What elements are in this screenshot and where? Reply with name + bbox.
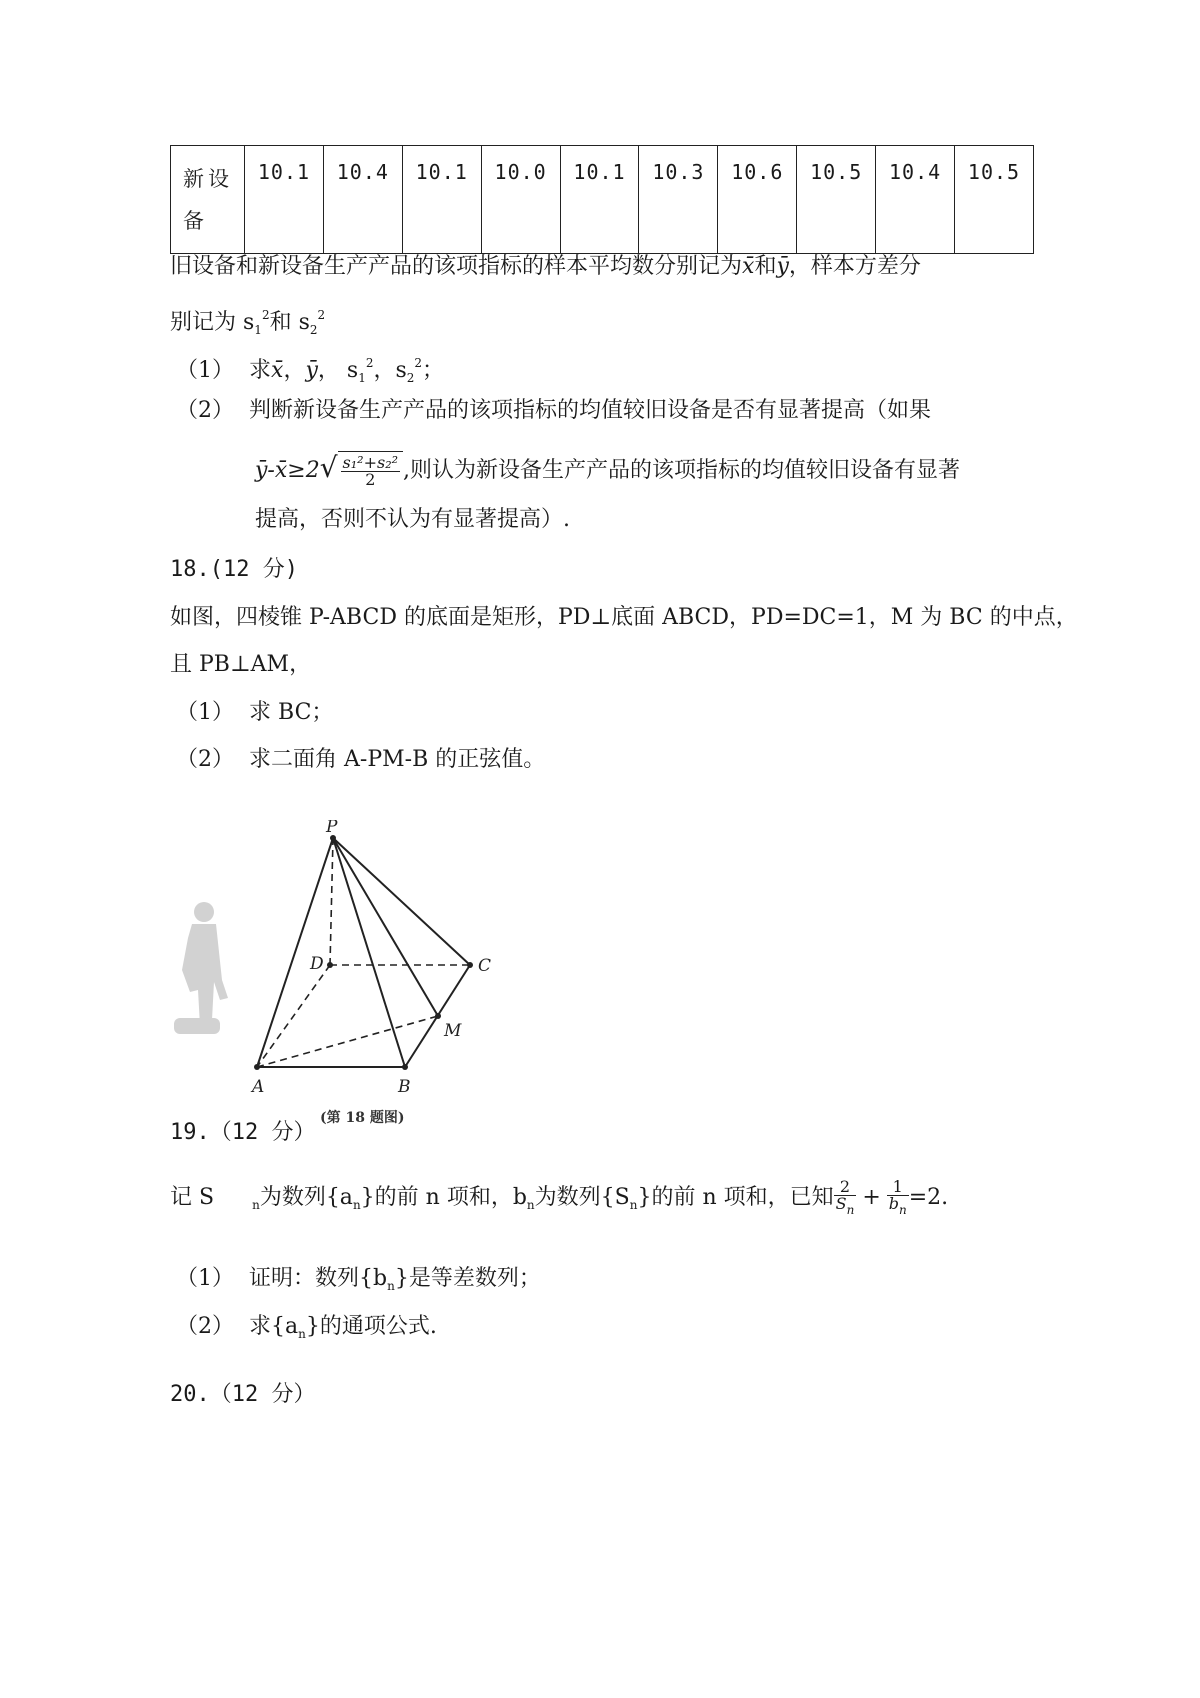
fraction-numerator: s₁²+s₂² [342, 453, 399, 472]
q17-part2-formula-line [255, 448, 960, 492]
edge-pa [257, 838, 333, 1067]
plus-sign: + [862, 1185, 881, 1210]
formula-left: ȳ-x̄≥2 [255, 458, 320, 483]
separator: ； [422, 358, 445, 383]
part-number: （1） [176, 1266, 234, 1291]
table-row [171, 146, 1034, 254]
superscript-2: 2 [261, 308, 270, 322]
fraction-numerator: 2 [834, 1179, 857, 1196]
subscript-2: 2 [406, 371, 415, 385]
subscript-n: n [352, 1198, 361, 1212]
pyramid-hidden-edges [257, 838, 470, 1067]
part-text: 提高，否则不认为有显著提高）. [255, 507, 570, 532]
q17-and-text: 和 [754, 254, 777, 279]
table-cell: 10.3 [639, 146, 718, 254]
vertex-m [435, 1013, 441, 1019]
table-cell: 10.5 [955, 146, 1034, 254]
part-text: 证明：数列{b [249, 1266, 388, 1291]
part-text: 求 BC； [249, 700, 334, 725]
pyramid-figure [170, 820, 510, 1130]
body-text: 为数列{S [534, 1185, 630, 1210]
label-a: A [252, 1077, 265, 1097]
table-cell: 10.6 [718, 146, 797, 254]
subscript-1: 1 [254, 323, 262, 337]
x-bar-symbol: x̄ [742, 254, 755, 279]
vertex-d [327, 962, 333, 968]
fraction [341, 455, 400, 488]
fraction-2-over-sn [834, 1176, 857, 1218]
label-b: B [398, 1077, 411, 1097]
body-text: =2. [908, 1185, 949, 1210]
edge-da [257, 965, 330, 1067]
table-cell: 10.4 [876, 146, 955, 254]
fraction-denominator [834, 1193, 857, 1218]
pyramid-solid-edges [257, 838, 470, 1067]
superscript-2: 2 [317, 308, 326, 322]
q18-body-line2: 且 PB⊥AM， [170, 652, 312, 677]
q17-part2-line3 [255, 505, 570, 535]
y-bar-symbol: ȳ [305, 358, 318, 383]
q19-body [170, 1178, 948, 1225]
separator: ，s [373, 358, 407, 383]
q19-header: 19.（12 分） [170, 1120, 316, 1145]
q18-header: 18.(12 分) [170, 557, 298, 582]
body-text: }的前 n 项和，b [360, 1185, 527, 1210]
superscript-2: 2 [365, 356, 374, 370]
separator: ， s [317, 358, 359, 383]
subscript-1: 1 [358, 371, 366, 385]
watermark-figure [174, 902, 228, 1034]
q17-intro-text-end: ，样本方差分 [788, 254, 921, 279]
q18-part2 [176, 745, 545, 775]
part-text: ,则认为新设备生产产品的该项指标的均值较旧设备有显著 [403, 458, 961, 483]
new-device-data-table [170, 145, 1034, 254]
edge-pd [330, 838, 333, 965]
q17-intro-text: 旧设备和新设备生产产品的该项指标的样本平均数分别记为 [170, 254, 743, 279]
table-cell: 10.1 [245, 146, 324, 254]
subscript-n: n [846, 1202, 855, 1217]
vertex-c [467, 962, 473, 968]
edge-pm [333, 838, 438, 1016]
q17-intro2-text: 别记为 s [170, 310, 255, 335]
vertex-a [254, 1064, 260, 1070]
pyramid-vertices [254, 835, 473, 1070]
y-bar-symbol: ȳ [776, 254, 789, 279]
part-text: }是等差数列； [394, 1266, 541, 1291]
label-d: D [310, 954, 324, 974]
table-cell: 10.5 [797, 146, 876, 254]
subscript-2: 2 [309, 323, 318, 337]
fraction-numerator: 1 [887, 1179, 909, 1196]
q17-intro-line1 [170, 252, 921, 282]
q17-part2 [176, 396, 931, 426]
part-number: （1） [176, 700, 234, 725]
part-text: 求 [249, 358, 272, 383]
q19-part2 [176, 1312, 437, 1349]
body-text: 记 S [170, 1185, 215, 1210]
subscript-n: n [526, 1198, 535, 1212]
part-text: }的通项公式. [305, 1314, 437, 1339]
subscript-n: n [298, 1327, 306, 1341]
vertex-b [402, 1064, 408, 1070]
subscript-n: n [899, 1202, 907, 1217]
label-c: C [478, 956, 492, 976]
label-p: P [326, 820, 338, 837]
q17-part1 [176, 348, 444, 393]
denominator-base: S [835, 1193, 847, 1213]
body-text: 为数列{a [259, 1185, 353, 1210]
part-number: （2） [176, 747, 234, 772]
part-number: （2） [176, 398, 234, 423]
fraction-denominator: 2 [365, 470, 376, 489]
q18-body-line1: 如图，四棱锥 P-ABCD 的底面是矩形，PD⊥底面 ABCD，PD=DC=1，M 为 BC 的中点， [170, 605, 1078, 630]
label-m: M [444, 1021, 462, 1041]
q18-part1 [176, 698, 333, 728]
subscript-n: n [252, 1198, 260, 1212]
subscript-n: n [629, 1198, 638, 1212]
table-cell: 10.1 [402, 146, 481, 254]
part-text: 判断新设备生产产品的该项指标的均值较旧设备是否有显著提高（如果 [249, 398, 932, 423]
x-bar-symbol: x̄ [271, 358, 284, 383]
part-text: 求二面角 A-PM-B 的正弦值。 [249, 747, 546, 772]
superscript-2: 2 [414, 356, 423, 370]
body-text: }的前 n 项和，已知 [637, 1185, 834, 1210]
figure-caption: (第 18 题图) [320, 1110, 405, 1126]
denominator-base: b [888, 1193, 900, 1213]
table-row-label: 新设备 [171, 146, 245, 254]
part-number: （2） [176, 1314, 234, 1339]
subscript-n: n [387, 1279, 395, 1293]
q17-and2-text: 和 s [269, 310, 310, 335]
sqrt-body [338, 451, 403, 492]
q20-header: 20.（12 分） [170, 1382, 316, 1407]
table-cell: 10.4 [323, 146, 402, 254]
separator: ， [283, 358, 306, 383]
sqrt-sign: √ [319, 451, 338, 484]
q17-intro-line2 [170, 300, 325, 345]
q19-part1 [176, 1264, 541, 1301]
table-cell: 10.0 [481, 146, 560, 254]
part-text: 求{a [249, 1314, 299, 1339]
fraction-1-over-bn [887, 1176, 909, 1218]
part-number: （1） [176, 358, 234, 383]
fraction-denominator [887, 1193, 909, 1218]
table-cell: 10.1 [560, 146, 639, 254]
